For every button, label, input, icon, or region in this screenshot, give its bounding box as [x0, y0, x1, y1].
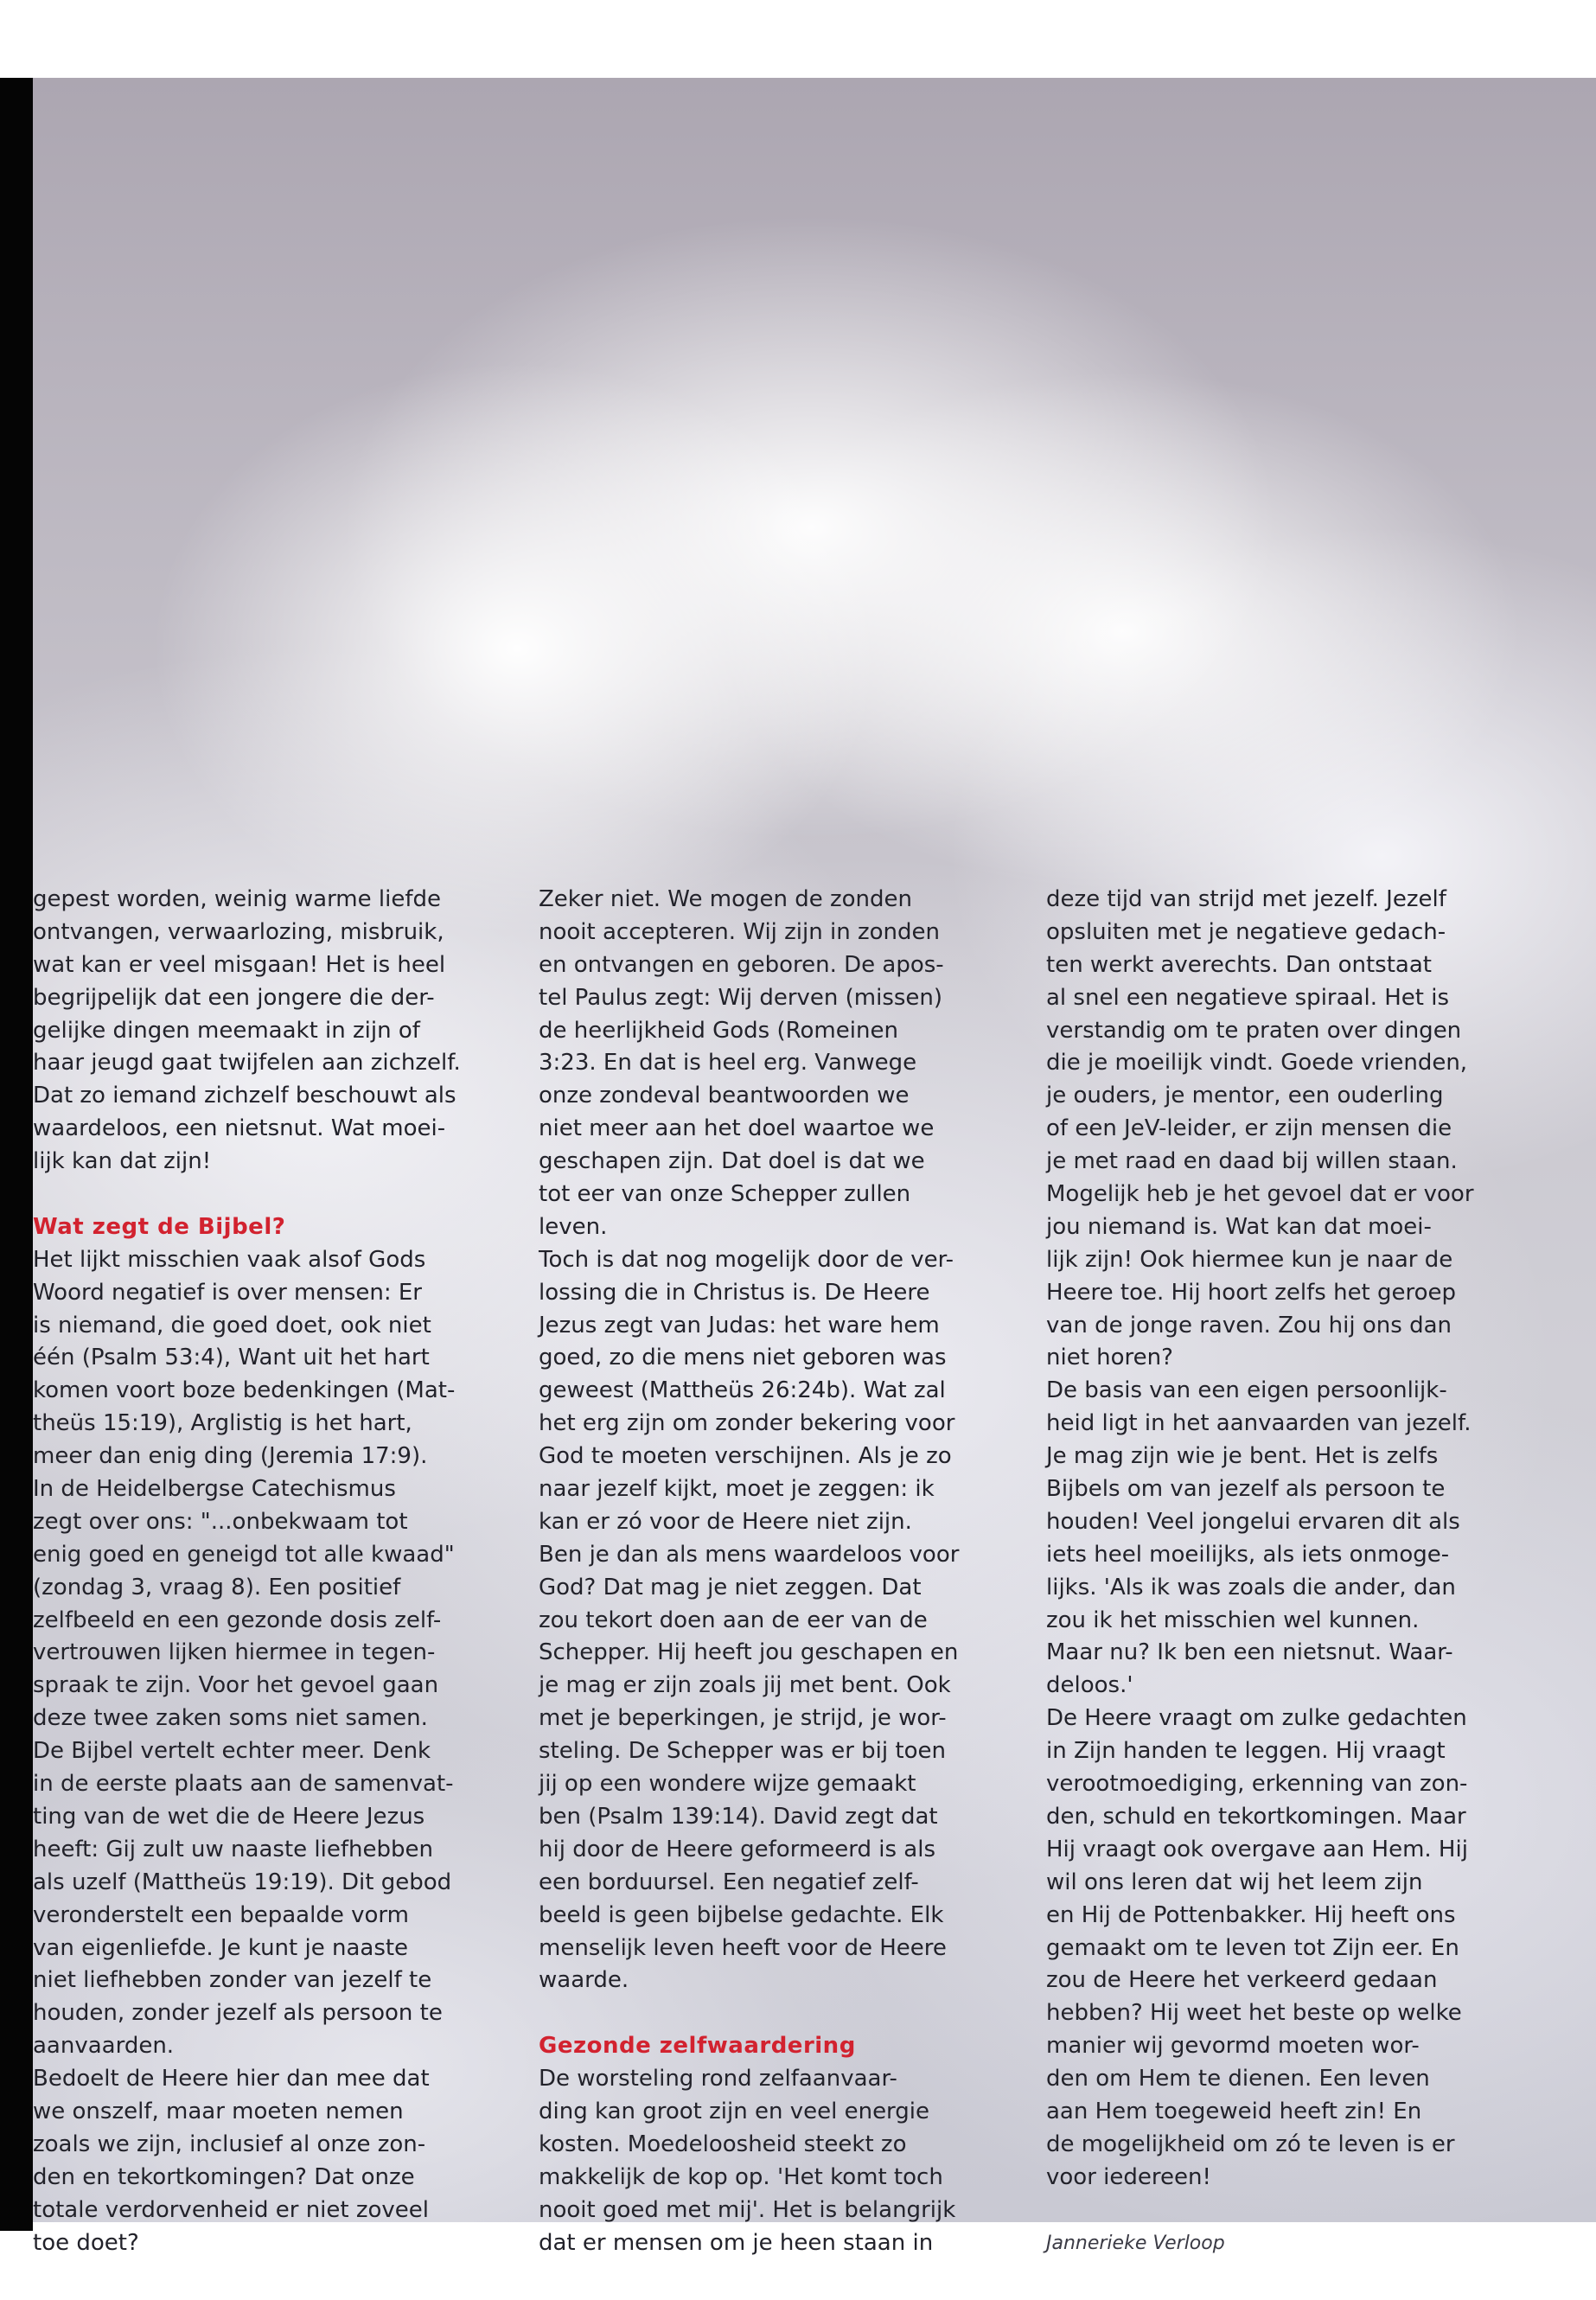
text-line: het erg zijn om zonder bekering voor	[539, 1410, 955, 1437]
text-line: veronderstelt een bepaalde vorm	[33, 1901, 409, 1928]
text-line: deze twee zaken soms niet samen.	[33, 1705, 428, 1732]
text-line: zou tekort doen aan de eer van de	[539, 1607, 928, 1633]
text-line: Bijbels om van jezelf als persoon te	[1046, 1476, 1446, 1503]
text-line: In de Heidelbergse Catechismus	[33, 1476, 396, 1503]
text-line: waarde.	[539, 1967, 629, 1994]
text-line: onze zondeval beantwoorden we	[539, 1083, 910, 1109]
paragraph-spacer	[1046, 2195, 1565, 2227]
text-line: God te moeten verschijnen. Als je zo	[539, 1443, 952, 1470]
text-line: die je moeilijk vindt. Goede vrienden,	[1046, 1050, 1468, 1077]
text-line: zegt over ons: "...onbekwaam tot	[33, 1508, 408, 1535]
text-line: kosten. Moedeloosheid steekt zo	[539, 2131, 907, 2157]
text-line: wil ons leren dat wij het leem zijn	[1046, 1869, 1423, 1895]
text-line: steling. De Schepper was er bij toen	[539, 1738, 946, 1765]
text-line: aanvaarden.	[33, 2033, 175, 2060]
section-heading: Gezonde zelfwaardering	[539, 2033, 856, 2060]
text-line: je met raad en daad bij willen staan.	[1046, 1148, 1458, 1175]
text-line: manier wij gevormd moeten wor-	[1046, 2033, 1420, 2060]
paragraph-spacer	[539, 1997, 1040, 2030]
text-line: deze tijd van strijd met jezelf. Jezelf	[1046, 886, 1446, 912]
text-line: De basis van een eigen persoonlijk-	[1046, 1377, 1447, 1404]
text-line: hij door de Heere geformeerd is als	[539, 1836, 935, 1862]
text-line: De worsteling rond zelfaanvaar-	[539, 2066, 897, 2092]
text-line: De Heere vraagt om zulke gedachten	[1046, 1705, 1467, 1732]
text-column-1	[33, 884, 534, 2259]
text-line: je ouders, je mentor, een ouderling	[1046, 1083, 1444, 1109]
text-line: totale verdorvenheid er niet zoveel	[33, 2196, 430, 2223]
text-line: is niemand, die goed doet, ook niet	[33, 1312, 431, 1338]
text-line: waardeloos, een nietsnut. Wat moei-	[33, 1115, 446, 1142]
text-line: den, schuld en tekortkomingen. Maar	[1046, 1803, 1466, 1830]
text-line: iets heel moeilijks, als iets onmoge-	[1046, 1541, 1450, 1568]
text-line: ting van de wet die de Heere Jezus	[33, 1803, 425, 1830]
text-line: als uzelf (Mattheüs 19:19). Dit gebod	[33, 1869, 452, 1895]
text-line: zou ik het misschien wel kunnen.	[1046, 1607, 1420, 1633]
text-line: al snel een negatieve spiraal. Het is	[1046, 984, 1449, 1011]
text-line: Zeker niet. We mogen de zonden	[539, 886, 913, 912]
text-line: God? Dat mag je niet zeggen. Dat	[539, 1574, 922, 1600]
left-edge-bar	[0, 78, 33, 2231]
text-line: leven.	[539, 1213, 608, 1240]
text-line: Heere toe. Hij hoort zelfs het geroep	[1046, 1279, 1457, 1306]
text-line: Schepper. Hij heeft jou geschapen en	[539, 1639, 959, 1666]
text-line: lijk zijn! Ook hiermee kun je naar de	[1046, 1246, 1453, 1273]
text-line: houden, zonder jezelf als persoon te	[33, 2000, 443, 2027]
text-line: ding kan groot zijn en veel energie	[539, 2098, 930, 2124]
text-line: aan Hem toegeweid heeft zin! En	[1046, 2098, 1422, 2124]
text-line: voor iedereen!	[1046, 2163, 1211, 2190]
text-line: dat er mensen om je heen staan in	[539, 2229, 934, 2256]
text-line: met je beperkingen, je strijd, je wor-	[539, 1705, 947, 1732]
text-line: zoals we zijn, inclusief al onze zon-	[33, 2131, 426, 2157]
text-line: geweest (Mattheüs 26:24b). Wat zal	[539, 1377, 946, 1404]
text-line: verstandig om te praten over dingen	[1046, 1017, 1462, 1044]
text-line: wat kan er veel misgaan! Het is heel	[33, 951, 446, 978]
text-line: zou de Heere het verkeerd gedaan	[1046, 1967, 1438, 1994]
text-line: theüs 15:19), Arglistig is het hart,	[33, 1410, 412, 1437]
text-line: Hij vraagt ook overgave aan Hem. Hij	[1046, 1836, 1468, 1862]
text-line: niet meer aan het doel waartoe we	[539, 1115, 935, 1142]
text-line: ontvangen, verwaarlozing, misbruik,	[33, 918, 444, 945]
text-line: lijks. 'Als ik was zoals die ander, dan	[1046, 1574, 1456, 1600]
text-line: Ben je dan als mens waardeloos voor	[539, 1541, 960, 1568]
text-line: niet horen?	[1046, 1345, 1173, 1371]
text-line: jou niemand is. Wat kan dat moei-	[1046, 1213, 1432, 1240]
text-column-3	[1046, 884, 1565, 2259]
text-line: spraak te zijn. Voor het gevoel gaan	[33, 1672, 439, 1699]
text-line: één (Psalm 53:4), Want uit het hart	[33, 1345, 430, 1371]
text-line: hebben? Hij weet het beste op welke	[1046, 2000, 1462, 2027]
text-line: enig goed en geneigd tot alle kwaad"	[33, 1541, 455, 1568]
text-line: lossing die in Christus is. De Heere	[539, 1279, 930, 1306]
text-line: toe doet?	[33, 2229, 139, 2256]
text-line: of een JeV-leider, er zijn mensen die	[1046, 1115, 1452, 1142]
text-line: in Zijn handen te leggen. Hij vraagt	[1046, 1738, 1446, 1765]
text-line: houden! Veel jongelui ervaren dit als	[1046, 1508, 1460, 1535]
text-line: den en tekortkomingen? Dat onze	[33, 2163, 415, 2190]
text-line: opsluiten met je negatieve gedach-	[1046, 918, 1446, 945]
text-line: ten werkt averechts. Dan ontstaat	[1046, 951, 1432, 978]
text-line: meer dan enig ding (Jeremia 17:9).	[33, 1443, 428, 1470]
text-line: verootmoediging, erkenning van zon-	[1046, 1771, 1468, 1798]
text-line: geschapen zijn. Dat doel is dat we	[539, 1148, 925, 1175]
text-line: van de jonge raven. Zou hij ons dan	[1046, 1312, 1452, 1338]
text-line: gemaakt om te leven tot Zijn eer. En	[1046, 1934, 1459, 1961]
author-signature: Jannerieke Verloop	[1046, 2232, 1225, 2254]
text-line: makkelijk de kop op. 'Het komt toch	[539, 2163, 943, 2190]
text-line: naar jezelf kijkt, moet je zeggen: ik	[539, 1476, 935, 1503]
text-line: de heerlijkheid Gods (Romeinen	[539, 1017, 898, 1044]
text-line: zelfbeeld en een gezonde dosis zelf-	[33, 1607, 442, 1633]
text-line: en ontvangen en geboren. De apos-	[539, 951, 944, 978]
text-line: in de eerste plaats aan de samenvat-	[33, 1771, 454, 1798]
text-line: de mogelijkheid om zó te leven is er	[1046, 2131, 1455, 2157]
text-line: menselijk leven heeft voor de Heere	[539, 1934, 947, 1961]
text-line: en Hij de Pottenbakker. Hij heeft ons	[1046, 1901, 1456, 1928]
article-page	[33, 78, 1596, 2256]
text-line: lijk kan dat zijn!	[33, 1148, 212, 1175]
text-line: deloos.'	[1046, 1672, 1133, 1699]
text-line: niet liefhebben zonder van jezelf te	[33, 1967, 432, 1994]
text-line: beeld is geen bijbelse gedachte. Elk	[539, 1901, 944, 1928]
text-line: vertrouwen lijken hiermee in tegen-	[33, 1639, 436, 1666]
text-line: De Bijbel vertelt echter meer. Denk	[33, 1738, 431, 1765]
text-line: haar jeugd gaat twijfelen aan zichzelf.	[33, 1050, 461, 1077]
text-line: Jezus zegt van Judas: het ware hem	[539, 1312, 940, 1338]
text-line: van eigenliefde. Je kunt je naaste	[33, 1934, 409, 1961]
text-line: goed, zo die mens niet geboren was	[539, 1345, 947, 1371]
text-line: Dat zo iemand zichzelf beschouwt als	[33, 1083, 456, 1109]
text-line: tot eer van onze Schepper zullen	[539, 1181, 911, 1208]
text-line: Je mag zijn wie je bent. Het is zelfs	[1046, 1443, 1439, 1470]
text-line: jij op een wondere wijze gemaakt	[539, 1771, 916, 1798]
text-line: heid ligt in het aanvaarden van jezelf.	[1046, 1410, 1472, 1437]
text-line: kan er zó voor de Heere niet zijn.	[539, 1508, 912, 1535]
text-line: gepest worden, weinig warme liefde	[33, 886, 441, 912]
text-line: (zondag 3, vraag 8). Een positief	[33, 1574, 401, 1600]
text-line: komen voort boze bedenkingen (Mat-	[33, 1377, 456, 1404]
text-line: 3:23. En dat is heel erg. Vanwege	[539, 1050, 917, 1077]
text-line: Toch is dat nog mogelijk door de ver-	[539, 1246, 954, 1273]
text-line: den om Hem te dienen. Een leven	[1046, 2066, 1430, 2092]
paragraph-spacer	[33, 1179, 534, 1211]
text-line: Woord negatief is over mensen: Er	[33, 1279, 422, 1306]
text-line: een borduursel. Een negatief zelf-	[539, 1869, 919, 1895]
section-heading: Wat zegt de Bijbel?	[33, 1213, 286, 1240]
text-line: je mag er zijn zoals jij met bent. Ook	[539, 1672, 951, 1699]
text-line: tel Paulus zegt: Wij derven (missen)	[539, 984, 943, 1011]
text-line: ben (Psalm 139:14). David zegt dat	[539, 1803, 938, 1830]
text-line: begrijpelijk dat een jongere die der-	[33, 984, 435, 1011]
text-line: heeft: Gij zult uw naaste liefhebben	[33, 1836, 433, 1862]
text-line: nooit accepteren. Wij zijn in zonden	[539, 918, 940, 945]
text-line: Het lijkt misschien vaak alsof Gods	[33, 1246, 426, 1273]
text-line: Mogelijk heb je het gevoel dat er voor	[1046, 1181, 1474, 1208]
text-line: Bedoelt de Heere hier dan mee dat	[33, 2066, 430, 2092]
text-column-2	[539, 884, 1040, 2259]
text-line: nooit goed met mij'. Het is belangrijk	[539, 2196, 956, 2223]
text-line: Maar nu? Ik ben een nietsnut. Waar-	[1046, 1639, 1453, 1666]
text-line: gelijke dingen meemaakt in zijn of	[33, 1017, 420, 1044]
text-line: we onszelf, maar moeten nemen	[33, 2098, 404, 2124]
